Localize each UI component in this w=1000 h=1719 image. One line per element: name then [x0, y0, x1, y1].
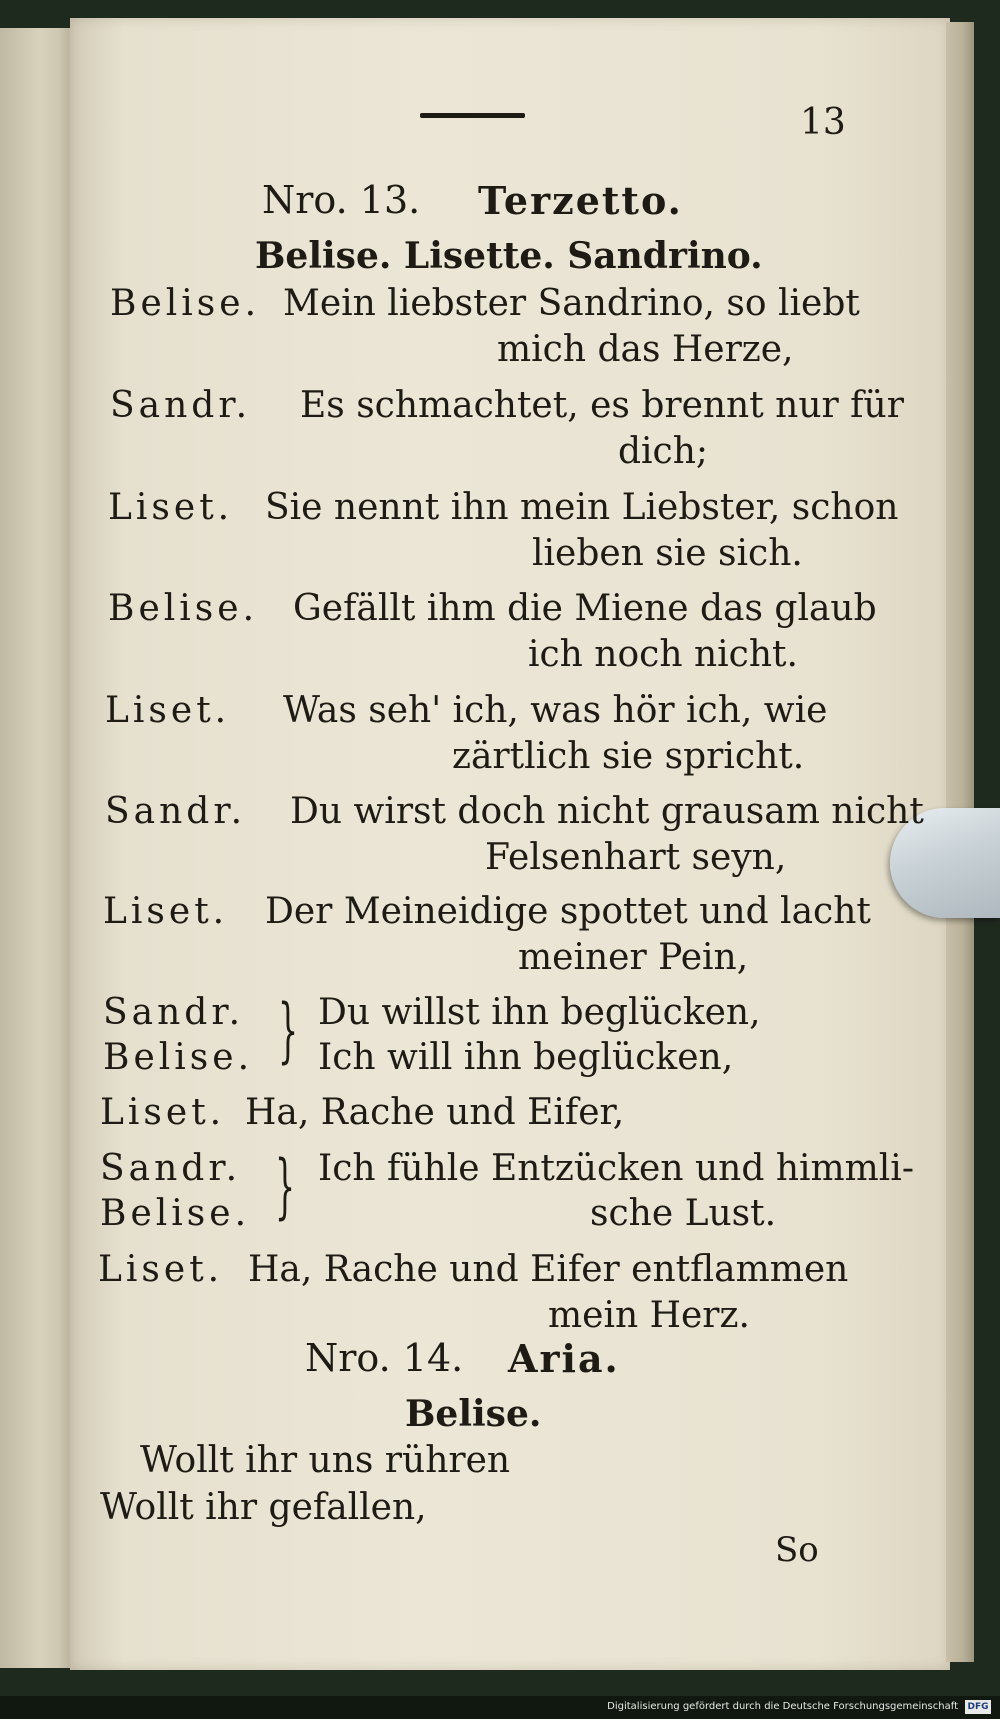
speaker-label: Belise.: [110, 283, 261, 324]
verse-continuation: meiner Pein,: [518, 937, 749, 978]
verse-continuation: sche Lust.: [590, 1193, 777, 1234]
speaker-label: Liset.: [100, 1092, 226, 1133]
speaker-label: Sandr.: [103, 992, 245, 1033]
verse-line: Der Meineidige spottet und lacht: [265, 891, 871, 932]
verse-line: Ha, Rache und Eifer,: [245, 1092, 625, 1133]
verse-line: Du willst ihn beglücken,: [318, 992, 761, 1033]
speaker-label: Belise.: [103, 1037, 254, 1078]
speaker-label: Sandr.: [105, 791, 247, 832]
verse-continuation: lieben sie sich.: [532, 533, 803, 574]
dfg-logo: DFG: [965, 1700, 991, 1714]
speaker-label: Liset.: [108, 487, 234, 528]
speaker-label: Sandr.: [100, 1148, 242, 1189]
verse-line: Gefällt ihm die Miene das glaub: [293, 588, 877, 629]
section-number: Nro. 13.: [262, 178, 421, 222]
speaker-label: Liset.: [103, 891, 229, 932]
speaker-brace: }: [275, 1145, 296, 1227]
section-title: Terzetto.: [478, 178, 683, 223]
speaker-label: Sandr.: [110, 385, 252, 426]
verse-continuation: mein Herz.: [548, 1295, 750, 1336]
cast-list: Belise. Lisette. Sandrino.: [255, 235, 763, 277]
verse-continuation: Felsenhart seyn,: [485, 837, 787, 878]
speaker-label: Liset.: [98, 1249, 224, 1290]
verse-continuation: mich das Herze,: [497, 329, 794, 370]
speaker-label: Belise.: [108, 588, 259, 629]
verse-line: Ha, Rache und Eifer entflammen: [248, 1249, 849, 1290]
verse-line: Ich will ihn beglücken,: [318, 1037, 734, 1078]
verse-line: Was seh' ich, was hör ich, wie: [283, 690, 828, 731]
section-title: Aria.: [508, 1336, 620, 1381]
verse-continuation: ich noch nicht.: [528, 634, 798, 675]
verse-line: Sie nennt ihn mein Liebster, schon: [265, 487, 899, 528]
verse-continuation: dich;: [618, 431, 709, 472]
speaker-label: Liset.: [105, 690, 231, 731]
speaker-label: Belise.: [100, 1193, 251, 1234]
section-number: Nro. 14.: [305, 1336, 464, 1380]
header-rule: [420, 113, 525, 118]
catchword: So: [775, 1530, 819, 1570]
verse-line: Mein liebster Sandrino, so liebt: [283, 283, 860, 324]
verse-line: Ich fühle Entzücken und himmli-: [318, 1148, 914, 1189]
verse-line: Du wirst doch nicht grausam nicht: [290, 791, 924, 832]
left-page-edge: [0, 28, 72, 1668]
cast-list: Belise.: [405, 1393, 542, 1435]
aria-line: Wollt ihr uns rühren: [140, 1440, 511, 1481]
page-number: 13: [800, 102, 846, 143]
verse-line: Es schmachtet, es brennt nur für: [300, 385, 904, 426]
verse-continuation: zärtlich sie spricht.: [452, 736, 805, 777]
footer-credit: Digitalisierung gefördert durch die Deutsche Forschungsgemeinschaft: [607, 1701, 958, 1712]
aria-line: Wollt ihr gefallen,: [100, 1487, 427, 1528]
speaker-brace: }: [278, 989, 299, 1071]
